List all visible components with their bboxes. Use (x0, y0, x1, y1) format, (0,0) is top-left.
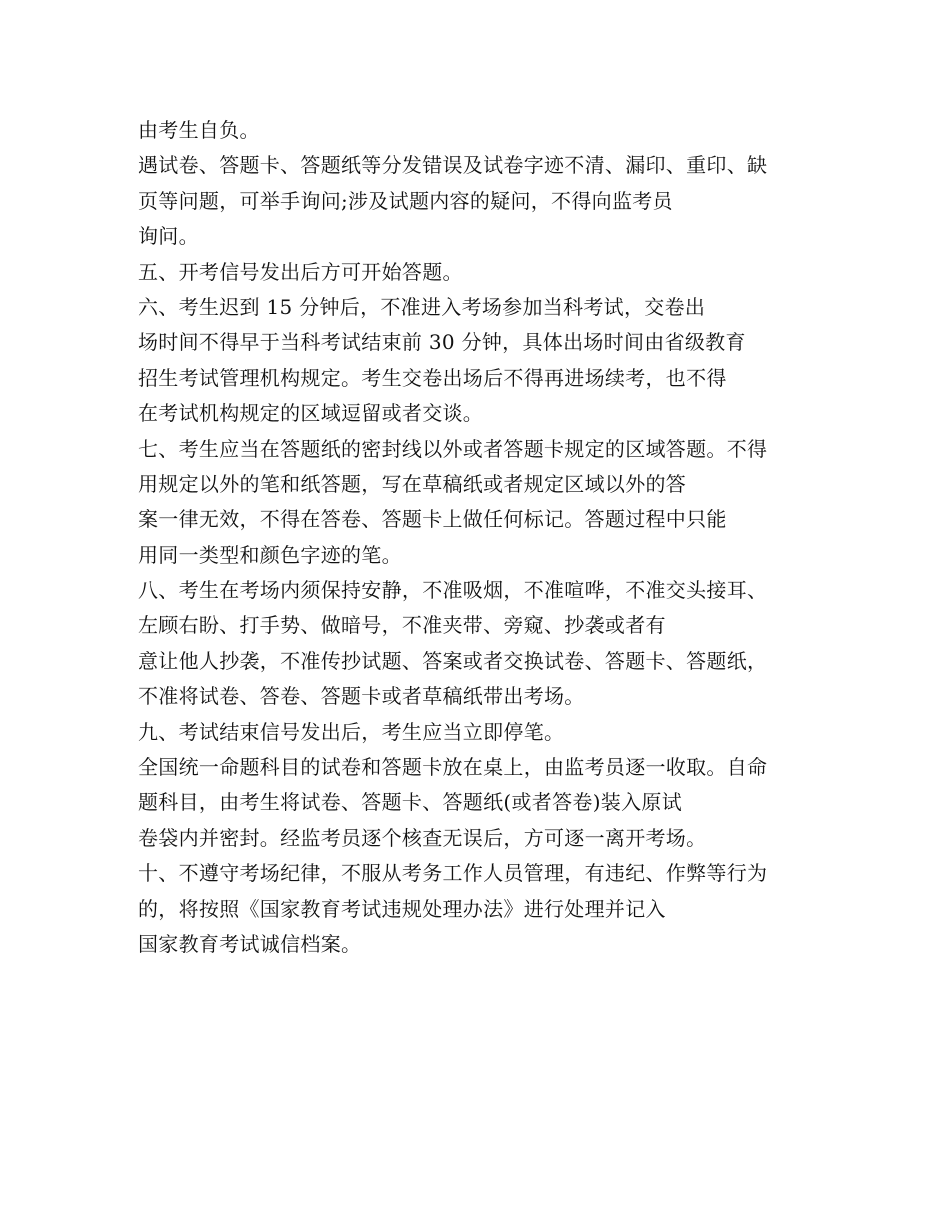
text-line: 遇试卷、答题卡、答题纸等分发错误及试卷字迹不清、漏印、重印、缺 (138, 153, 768, 178)
text-line: 卷袋内并密封。经监考员逐个核查无误后，方可逐一离开考场。 (138, 825, 707, 850)
text-line: 页等问题，可举手询问;涉及试题内容的疑问，不得向监考员 (138, 188, 673, 213)
text-line: 用同一类型和颜色字迹的笔。 (138, 542, 402, 567)
text-line: 意让他人抄袭，不准传抄试题、答案或者交换试卷、答题卡、答题纸， (138, 648, 768, 673)
text-line: 不准将试卷、答卷、答题卡或者草稿纸带出考场。 (138, 684, 585, 709)
text-line: 十、不遵守考场纪律，不服从考务工作人员管理，有违纪、作弊等行为 (138, 861, 768, 886)
text-line: 全国统一命题科目的试卷和答题卡放在桌上，由监考员逐一收取。自命 (138, 755, 768, 780)
text-line: 五、开考信号发出后方可开始答题。 (138, 259, 463, 284)
text-line: 七、考生应当在答题纸的密封线以外或者答题卡规定的区域答题。不得 (138, 436, 768, 461)
text-line: 招生考试管理机构规定。考生交卷出场后不得再进场续考，也不得 (138, 365, 727, 390)
text-line: 九、考试结束信号发出后，考生应当立即停笔。 (138, 719, 565, 744)
text-line: 题科目，由考生将试卷、答题卡、答题纸(或者答卷)装入原试 (138, 790, 683, 815)
text-line: 六、考生迟到 15 分钟后，不准进入考场参加当科考试，交卷出 (138, 294, 706, 319)
text-line: 八、考生在考场内须保持安静，不准吸烟，不准喧哗，不准交头接耳、 (138, 578, 768, 603)
text-line: 国家教育考试诚信档案。 (138, 931, 362, 956)
text-line: 在考试机构规定的区域逗留或者交谈。 (138, 401, 484, 426)
text-line: 由考生自负。 (138, 118, 260, 142)
document-body (138, 113, 828, 962)
text-line: 用规定以外的笔和纸答题，写在草稿纸或者规定区域以外的答 (138, 471, 687, 496)
text-line: 的，将按照《国家教育考试违规处理办法》进行处理并记入 (138, 896, 666, 921)
text-line: 案一律无效，不得在答卷、答题卡上做任何标记。答题过程中只能 (138, 507, 727, 532)
text-line: 询问。 (138, 224, 199, 249)
text-line: 左顾右盼、打手势、做暗号，不准夹带、旁窥、抄袭或者有 (138, 613, 666, 638)
text-line: 场时间不得早于当科考试结束前 30 分钟，具体出场时间由省级教育 (138, 330, 746, 355)
